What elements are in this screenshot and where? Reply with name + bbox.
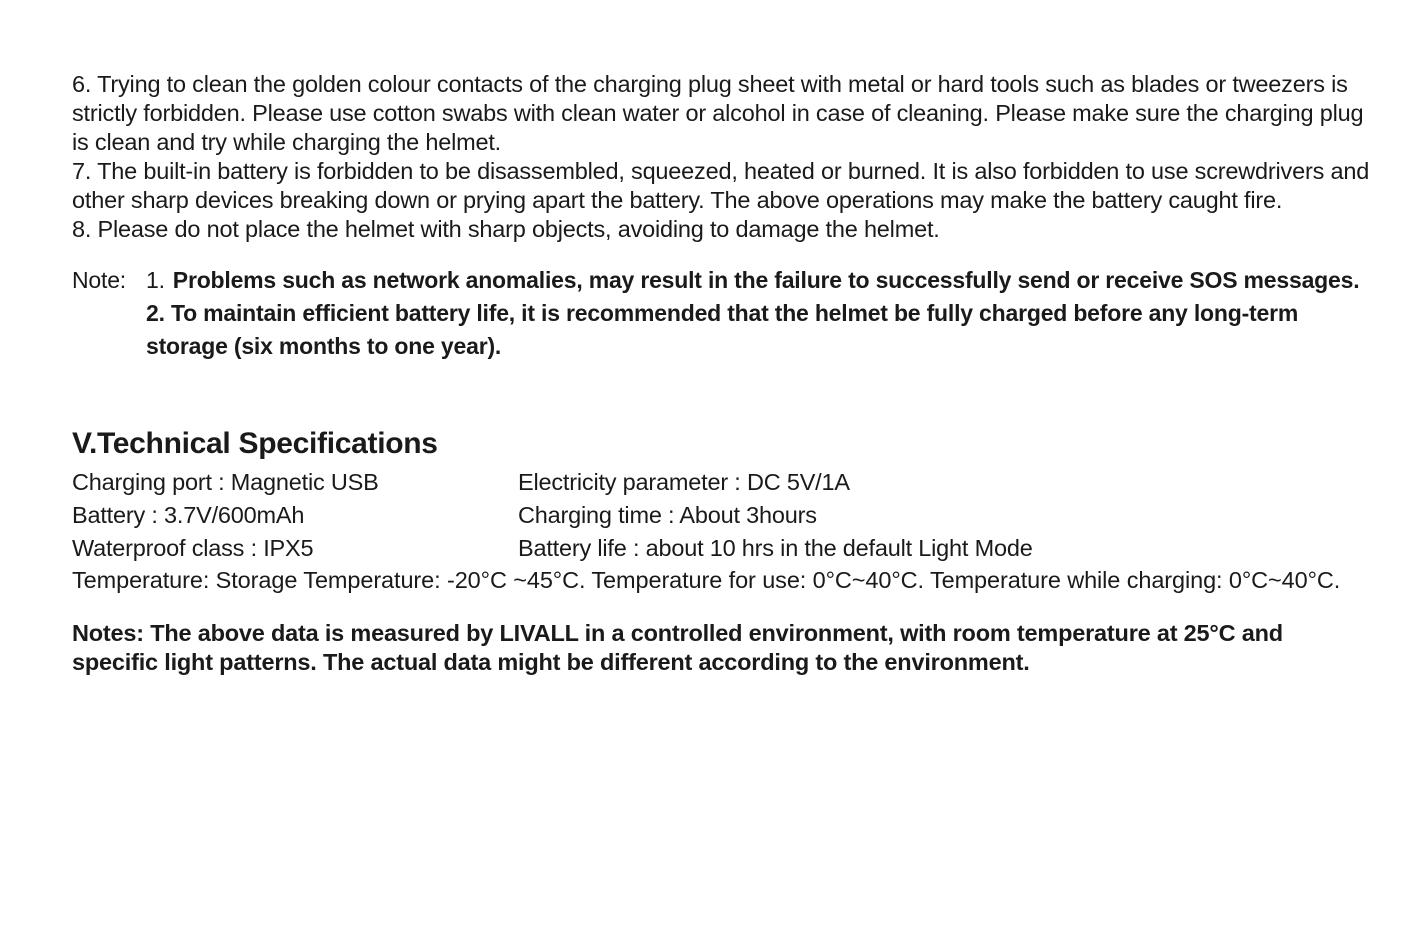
note-item-1-text: Problems such as network anomalies, may result in the failure to successfully send or receive SOS messages. <box>172 267 1360 293</box>
spec-charging-time: Charging time : About 3hours <box>518 502 817 528</box>
caution-item-7: 7. The built-in battery is forbidden to be disassembled, squeezed, heated or burned. It is also forbidden to use screwdrivers and other sharp devices breaking down or prying apart the battery. The above operations may make the battery caught fire. <box>72 158 1370 213</box>
spec-waterproof-class: Waterproof class : IPX5 <box>72 535 314 561</box>
note-item-2: 2. To maintain efficient battery life, it is recommended that the helmet be fully charged before any long-term storage (six months to one year). <box>146 300 1299 359</box>
section-title: V.Technical Specifications <box>72 427 438 460</box>
spec-charging-port: Charging port : Magnetic USB <box>72 469 379 495</box>
note-block <box>72 264 1372 363</box>
spec-row <box>72 532 1372 565</box>
spec-table <box>72 466 1372 565</box>
spec-row <box>72 466 1372 499</box>
note-item-1 <box>146 264 1372 297</box>
note-label: Note: <box>72 267 126 293</box>
manual-page <box>72 70 1372 700</box>
note-item-1-number: 1. <box>146 267 165 293</box>
spec-row <box>72 499 1372 532</box>
caution-item-8: 8. Please do not place the helmet with sharp objects, avoiding to damage the helmet. <box>72 216 940 242</box>
spec-electricity-parameter: Electricity parameter : DC 5V/1A <box>518 469 850 495</box>
final-note: Notes: The above data is measured by LIVALL in a controlled environment, with room temperature at 25°C and specific light patterns. The actual data might be different according to the environment. <box>72 619 1283 675</box>
spec-battery: Battery : 3.7V/600mAh <box>72 502 305 528</box>
spec-temperature: Temperature: Storage Temperature: -20°C ~45°C. Temperature for use: 0°C~40°C. Temperature while charging: 0°C~40°C. <box>72 567 1341 593</box>
spec-battery-life: Battery life : about 10 hrs in the default Light Mode <box>518 535 1033 561</box>
note-body <box>146 264 1372 363</box>
caution-list <box>72 70 1372 244</box>
caution-item-6: 6. Trying to clean the golden colour contacts of the charging plug sheet with metal or hard tools such as blades or tweezers is strictly forbidden. Please use cotton swabs with clean water or alcohol in case of cleaning. Please make sure the charging plug is clean and try while charging the helmet. <box>72 71 1364 155</box>
